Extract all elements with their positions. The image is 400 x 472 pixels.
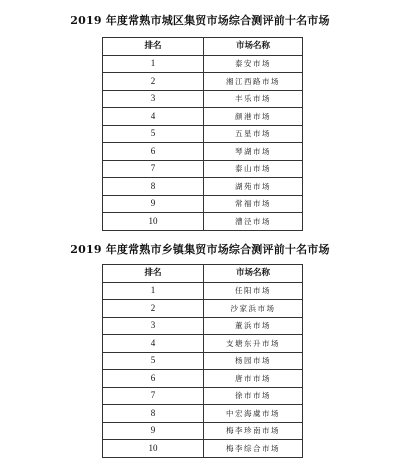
rank-cell: 2: [103, 73, 204, 91]
table-row: [103, 440, 303, 458]
rank-cell: 8: [103, 405, 204, 423]
market-name-cell: 中宏海虞市场: [204, 405, 303, 423]
market-name-cell: 任阳市场: [204, 282, 303, 300]
market-name-cell: 丰乐市场: [204, 90, 303, 108]
market-name-cell: 泰山市场: [204, 160, 303, 178]
rank-cell: 4: [103, 335, 204, 353]
table-row: [103, 213, 303, 231]
rank-cell: 3: [103, 90, 204, 108]
table-row: [103, 405, 303, 423]
market-name-cell: 沙家浜市场: [204, 300, 303, 318]
market-name-cell: 湖苑市场: [204, 178, 303, 196]
market-name-cell: 常福市场: [204, 195, 303, 213]
table-row: [103, 352, 303, 370]
urban-markets-table-body: [103, 55, 303, 230]
table-row: [103, 73, 303, 91]
market-name-cell: 湘江西路市场: [204, 73, 303, 91]
table-row: [103, 195, 303, 213]
table-row: [103, 300, 303, 318]
rank-cell: 1: [103, 55, 204, 73]
table-row: [103, 125, 303, 143]
urban-markets-title: 2019 年度常熟市城区集贸市场综合测评前十名市场: [70, 14, 330, 27]
rank-cell: 9: [103, 195, 204, 213]
rank-cell: 5: [103, 125, 204, 143]
table-row: [103, 160, 303, 178]
rank-cell: 9: [103, 422, 204, 440]
table-row: [103, 55, 303, 73]
market-name-cell: 支塘东升市场: [204, 335, 303, 353]
township-markets-title: 2019 年度常熟市乡镇集贸市场综合测评前十名市场: [70, 243, 330, 256]
market-name-cell: 杨园市场: [204, 352, 303, 370]
table-header-row: [103, 38, 303, 56]
table-row: [103, 317, 303, 335]
table-header-row: [103, 265, 303, 283]
rank-cell: 10: [103, 213, 204, 231]
table-row: [103, 282, 303, 300]
market-name-cell: 五星市场: [204, 125, 303, 143]
rank-cell: 1: [103, 282, 204, 300]
rank-cell: 7: [103, 160, 204, 178]
market-name-cell: 梅李综合市场: [204, 440, 303, 458]
rank-column-header: 排名: [103, 265, 204, 283]
rank-cell: 10: [103, 440, 204, 458]
rank-cell: 8: [103, 178, 204, 196]
rank-cell: 6: [103, 143, 204, 161]
market-name-cell: 漕泾市场: [204, 213, 303, 231]
market-name-cell: 颜港市场: [204, 108, 303, 126]
market-name-cell: 董浜市场: [204, 317, 303, 335]
township-markets-table-body: [103, 282, 303, 457]
table-row: [103, 143, 303, 161]
table-row: [103, 387, 303, 405]
table-row: [103, 335, 303, 353]
market-name-cell: 琴湖市场: [204, 143, 303, 161]
market-name-cell: 梅李珍南市场: [204, 422, 303, 440]
market-name-column-header: 市场名称: [204, 265, 303, 283]
table-row: [103, 422, 303, 440]
rank-cell: 5: [103, 352, 204, 370]
table-row: [103, 178, 303, 196]
rank-column-header: 排名: [103, 38, 204, 56]
table-row: [103, 108, 303, 126]
rank-cell: 4: [103, 108, 204, 126]
market-name-column-header: 市场名称: [204, 38, 303, 56]
rank-cell: 2: [103, 300, 204, 318]
market-name-cell: 泰安市场: [204, 55, 303, 73]
market-name-cell: 徐市市场: [204, 387, 303, 405]
table-row: [103, 90, 303, 108]
market-name-cell: 唐市市场: [204, 370, 303, 388]
table-row: [103, 370, 303, 388]
township-markets-table: [102, 264, 303, 458]
rank-cell: 7: [103, 387, 204, 405]
urban-markets-table: [102, 37, 303, 231]
rank-cell: 3: [103, 317, 204, 335]
rank-cell: 6: [103, 370, 204, 388]
